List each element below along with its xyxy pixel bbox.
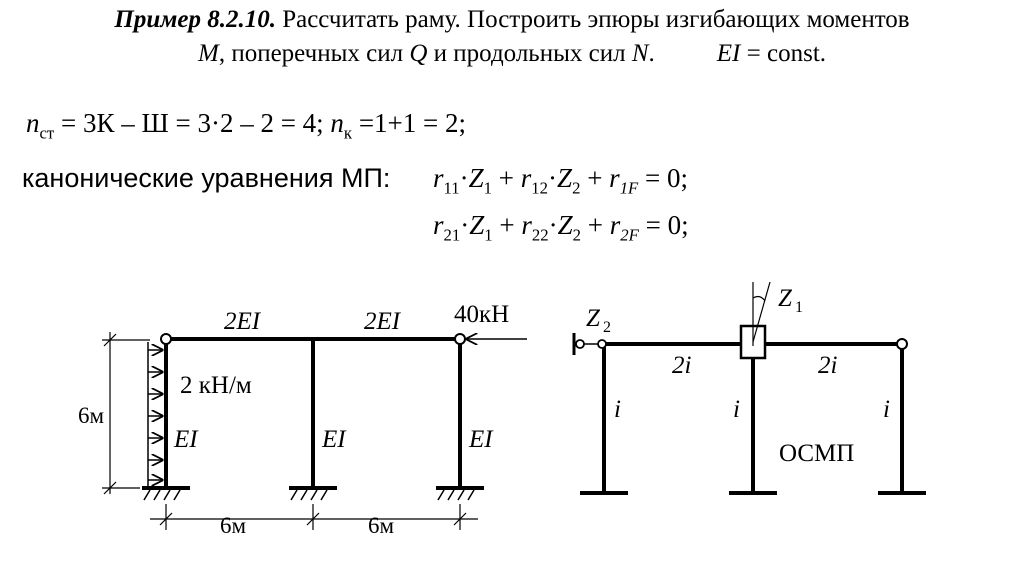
text-transverse: , поперечных сил [218,40,410,67]
height-dimension-label: 6м [78,403,105,428]
span-left-dimension-label: 6м [220,513,247,538]
fixed-support-left [142,488,190,500]
symbol-m: M [197,40,219,67]
canonical-label: канонические уравнения МП: [22,163,391,193]
canonical-equation-2: $r_{21}\cdot Z_1 + r_{22}\cdot Z_2 + r_{2F} = 0$; [433,210,689,245]
hinge-left [161,334,171,344]
column-middle-stiffness: EI [322,426,346,453]
z1-subscript: 1 [795,299,803,316]
z2-label: Z [586,305,600,332]
bs-hinge-right [897,339,907,349]
bs-beam-left-stiffness: 2i [672,352,692,379]
bs-column-left-stiffness: i [614,396,621,423]
given-frame [78,301,527,538]
fixed-support-middle [289,488,337,500]
beam-right-stiffness: 2EI [364,308,401,335]
n-symbol: n [26,108,40,138]
canonical-equation-1: $r_{11}\cdot Z_1 + r_{12}\cdot Z_2 + r_{1F} = 0$; [433,163,689,198]
span-right-dimension-label: 6м [368,513,395,538]
bs-beam-right-stiffness: 2i [818,352,838,379]
symbol-n: N [631,40,649,67]
hinge-right [455,334,465,344]
n-k-expression: =1+1 = 2; [352,108,466,138]
n-sub-k: к [343,123,353,143]
n-sub-st: ст [39,123,55,143]
constraint-z2 [574,333,606,355]
height-dimension [102,332,150,494]
column-right-stiffness: EI [469,426,493,453]
n-symbol-2: n [330,108,344,138]
z2-subscript: 2 [603,319,611,336]
text-period: . [648,40,655,67]
symbol-q: Q [409,40,428,67]
symbol-ei: EI [716,40,741,67]
fixed-support-right [436,488,484,500]
constraint-z1 [741,282,770,358]
bs-column-right-stiffness: i [883,396,890,423]
span-dimensions [150,504,478,530]
column-left-stiffness: EI [174,426,198,453]
task-text: Рассчитать раму. Построить эпюры изгибающих моментов [282,6,910,33]
n-st-expression: = 3К – Ш = 3·2 – 2 = 4; [54,108,331,138]
point-load-label: 40кН [454,301,510,328]
bs-column-middle-stiffness: i [733,396,740,423]
beam-left-stiffness: 2EI [224,308,261,335]
distributed-load-label: 2 кН/м [180,372,252,399]
basic-system [574,282,926,493]
example-label: Пример 8.2.10. [114,6,276,33]
z1-label: Z [778,285,792,312]
text-const: = const. [740,40,827,67]
text-longitudinal: и продольных сил [427,40,632,67]
basic-system-caption: ОСМП [779,440,855,467]
distributed-load [148,342,162,486]
